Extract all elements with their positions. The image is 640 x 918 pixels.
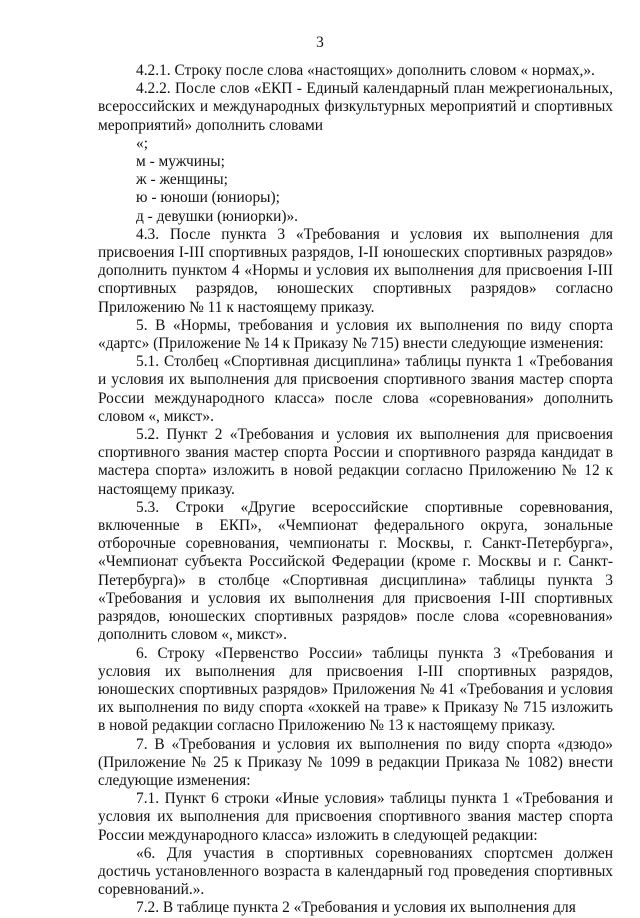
paragraph-4-2-2: 4.2.2. После слов «ЕКП - Единый календарный план межрегиональных, всероссийских и международных физкультурных мероприятий и спортивных мероприятий» дополнить словами [98,80,613,134]
list-item: ю - юноши (юниоры); [136,189,280,207]
document-body [98,62,613,918]
paragraph-5-2: 5.2. Пункт 2 «Требования и условия их выполнения для присвоения спортивного звания мастер спорта России и спортивного разряда кандидат в мастера спорта» изложить в новой редакции согласно Приложению № 12 к настоящему приказу. [98,426,613,498]
paragraph-5: 5. В «Нормы, требования и условия их выполнения по виду спорта «дартс» (Приложение № 14 к Приказу № 715) внести следующие изменения: [98,316,613,353]
list-item: ж - женщины; [136,171,228,189]
list-item: «; [136,134,148,152]
paragraph-7: 7. В «Требования и условия их выполнения по виду спорта «дзюдо» (Приложение № 25 к Приказу № 1099 в редакции Приказа № 1082) внести следующие изменения: [98,735,613,789]
list-item: м - мужчины; [136,153,225,171]
paragraph-6: 6. Строку «Первенство России» таблицы пункта 3 «Требования и условия их выполнения для присвоения I-III спортивных разрядов, юношеских спортивных разрядов» Приложения № 41 «Требования и условия их выполнения по виду спорта «хоккей на траве» к Приказу № 715 изложить в новой редакции согласно Приложению № 13 к настоящему приказу. [98,644,613,735]
list-item: д - девушки (юниорки)». [136,207,299,225]
paragraph-7-1: 7.1. Пункт 6 строки «Иные условия» таблицы пункта 1 «Требования и условия их выполнения для присвоения спортивного звания мастер спорта России международного класса» изложить в следующей редакции: [98,790,613,844]
paragraph-4-3: 4.3. После пункта 3 «Требования и условия их выполнения для присвоения I-III спортивных разрядов, I-II юношеских спортивных разрядов» дополнить пунктом 4 «Нормы и условия их выполнения для присвоения I-III спортивных разрядов, юношеских спортивных разрядов» согласно Приложению № 11 к настоящему приказу. [98,225,613,316]
paragraph-7-2: 7.2. В таблице пункта 2 «Требования и условия их выполнения для [136,899,576,917]
paragraph-quote-6: «6. Для участия в спортивных соревнованиях спортсмен должен достичь установленного возраста в календарный год проведения спортивных соревнований.». [98,844,613,899]
paragraph-4-2-1: 4.2.1. Строку после слова «настоящих» дополнить словом « нормах,». [136,62,595,79]
paragraph-5-3: 5.3. Строки «Другие всероссийские спортивные соревнования, включенные в ЕКП», «Чемпионат федерального округа, зональные отборочные соревнования, чемпионаты г. Москвы, г. Санкт-Петербурга», «Чемпионат субъекта Российской Федерации (кроме г. Москвы и г. Санкт-Петербурга)» в столбце «Спортивная дисциплина» таблицы пункта 3 «Требования и условия их выполнения для присвоения I-III спортивных разрядов, юношеских спортивных разрядов» после слова «соревнования» дополнить словом «, микст». [98,498,613,644]
paragraph-5-1: 5.1. Столбец «Спортивная дисциплина» таблицы пункта 1 «Требования и условия их выполнения для присвоения спортивного звания мастер спорта России международного класса» после слова «соревнования» дополнить словом «, микст». [98,353,613,425]
page-number: 3 [316,34,324,51]
